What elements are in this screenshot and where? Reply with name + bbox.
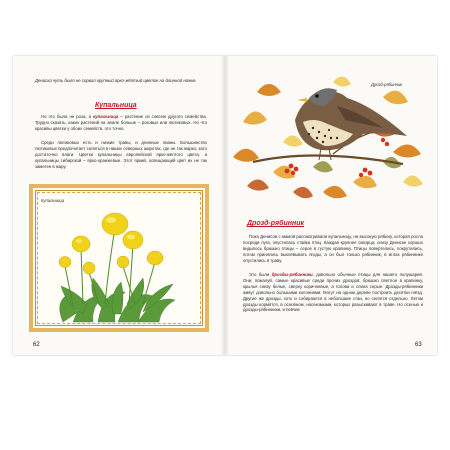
heading-drozd: Дрозд-рябинник <box>247 220 305 227</box>
illustration-caption: Купальница <box>41 198 65 203</box>
right-paragraph-2 <box>243 272 423 313</box>
intro-text: Дениска чуть было не сорвал крупный ярко-жёлтый цветок на длинной ножке. <box>35 78 197 83</box>
paragraph-2: Среди лютиковых есть и низкие травы, и длинные лианы. Большинство лютиковых предпочитает селиться в наших северных широтах, где не так жарко, зато достаточно влаги. Цветки купальницы европейской ярко-жёлтого цвета, а купальницы сибирской – ярко-оранжевые. Этот яркий, освещающий цвет их не так заметен в жару. <box>35 140 207 169</box>
right-paragraph-2-start: Это были <box>249 272 272 277</box>
bird-caption: Дрозд-рябинник <box>371 82 403 87</box>
page-number-right: 63 <box>415 342 422 348</box>
paragraph-1 <box>35 114 207 132</box>
highlight-kupalnitsa: купальница <box>93 114 119 119</box>
highlight-drozd: дрозды-рябинники <box>271 272 313 277</box>
book-spread <box>13 56 437 355</box>
right-page <box>225 56 437 355</box>
paragraph-1-start: Но это была не роза, а <box>41 114 94 119</box>
left-page <box>13 56 225 355</box>
paragraph-1-end: – растение из совсем другого семейства. Трудно сказать, каких растений на земле больше – розовых или лютиковых. Но что красивы цветки у обоих семейств, это точно. <box>35 114 207 131</box>
right-paragraph-2-end: , довольно обычные птицы для нашего полушария. Они, пожалуй, самые красивые среди прочих дроздов: брюшко светлое в крапинку, крылья снизу белые, сверху коричневые, а голова и спина серые. Дрозды-рябинники живут довольно большими колониями. Могут на одном дереве построить десятки гнёзд. Другие же дрозды, хоть и собираются в небольшие стаи, но селятся отдельно. Летом дрозды кормятся, в основном, насекомыми, которых разыскивают в траве. Но осенью и дрозды-рябинники, и певчие <box>243 272 424 313</box>
heading-kupalnitsa: Купальница <box>95 102 137 109</box>
illustration-frame <box>29 184 209 332</box>
page-number-left: 62 <box>33 342 40 348</box>
globeflower-illustration <box>43 204 195 324</box>
right-paragraph-1: Пока Денисов с мамой рассматривали купальницу, на высокую рябину, которая росла посреди луга, опустилась стайка птиц. Каждая крупнее скворца, снизу Денискe хорошо видилось брюшко птицы – серое в густую крапинку. Птицы повертелись, покрутились, потом принялись выклёвывать ягоды, а он был только рябинник, в иглах рябиннике опустились в траву. <box>243 234 423 263</box>
